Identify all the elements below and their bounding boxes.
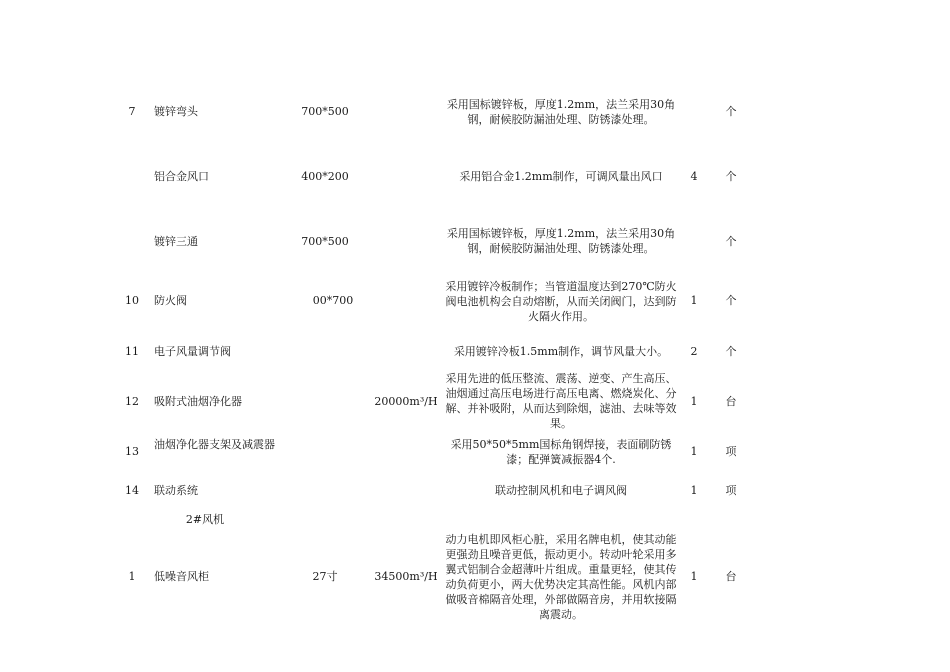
item-quantity: 1 xyxy=(690,484,698,497)
item-description: 联动控制风机和电子调风阀 xyxy=(495,484,627,497)
item-quantity: 1 xyxy=(690,445,698,458)
row-number: 12 xyxy=(125,395,139,408)
item-description: 动力电机即风柜心脏，采用名牌电机，使其动能更强劲且噪音更低，振动更小。转动叶轮采用多翼式铝制合金超薄叶片组成。重量更轻，使其传动负荷更小，两大优势决定其高性能。风机内部做吸音棉隔音处理，外部做隔音房，并用软接隔离震动。 xyxy=(445,533,677,621)
item-description: 采用国标镀锌板，厚度1.2mm，法兰采用30角钢，耐候胶防漏油处理、防锈漆处理。 xyxy=(446,98,676,126)
row-number: 11 xyxy=(125,345,139,358)
item-name: 油烟净化器支架及减震器 xyxy=(154,438,275,451)
item-description: 采用铝合金1.2mm制作，可调风量出风口 xyxy=(459,170,663,183)
item-quantity: 1 xyxy=(690,395,698,408)
item-unit: 个 xyxy=(725,235,737,248)
item-description: 采用镀锌冷板1.5mm制作，调节风量大小。 xyxy=(453,345,669,358)
item-spec: 700*500 xyxy=(301,105,349,118)
row-number: 14 xyxy=(125,484,139,497)
item-unit: 个 xyxy=(725,105,737,118)
item-unit: 项 xyxy=(725,445,737,458)
item-airflow: 20000m³/H xyxy=(374,395,438,408)
item-quantity: 1 xyxy=(690,570,698,583)
item-description: 采用国标镀锌板，厚度1.2mm，法兰采用30角钢，耐候胶防漏油处理、防锈漆处理。 xyxy=(446,227,676,255)
item-quantity: 4 xyxy=(690,170,698,183)
item-quantity: 1 xyxy=(690,294,698,307)
item-description: 采用50*50*5mm国标角钢焊接，表面刷防锈漆；配弹簧减振器4个. xyxy=(450,438,672,466)
section-title: 2#风机 xyxy=(185,513,225,526)
item-name: 电子风量调节阀 xyxy=(154,345,231,358)
item-spec: 700*500 xyxy=(301,235,349,248)
item-unit: 台 xyxy=(725,570,737,583)
item-unit: 个 xyxy=(725,345,737,358)
item-name: 低噪音风柜 xyxy=(154,570,209,583)
item-quantity: 2 xyxy=(690,345,698,358)
item-spec: 27寸 xyxy=(312,570,338,583)
row-number: 13 xyxy=(125,445,139,458)
item-spec: 00*700 xyxy=(312,294,354,307)
row-number: 10 xyxy=(125,294,139,307)
item-name: 防火阀 xyxy=(154,294,187,307)
item-unit: 个 xyxy=(725,294,737,307)
item-name: 铝合金风口 xyxy=(154,170,209,183)
item-name: 吸附式油烟净化器 xyxy=(154,395,242,408)
item-unit: 台 xyxy=(725,395,737,408)
item-name: 镀锌弯头 xyxy=(154,105,198,118)
item-spec: 400*200 xyxy=(301,170,349,183)
row-number: 1 xyxy=(128,570,136,583)
item-unit: 项 xyxy=(725,484,737,497)
row-number: 7 xyxy=(128,105,136,118)
item-unit: 个 xyxy=(725,170,737,183)
item-name: 联动系统 xyxy=(154,484,198,497)
item-description: 采用镀锌冷板制作；当管道温度达到270℃防火阀电池机构会自动熔断，从而关闭阀门，达到防火隔火作用。 xyxy=(445,280,677,323)
item-description: 采用先进的低压整流、震荡、逆变、产生高压、油烟通过高压电场进行高压电离、燃烧炭化、分解、并补吸附，从而达到除烟，滤油、去味等效果。 xyxy=(445,372,677,430)
item-airflow: 34500m³/H xyxy=(374,570,438,583)
item-name: 镀锌三通 xyxy=(154,235,198,248)
